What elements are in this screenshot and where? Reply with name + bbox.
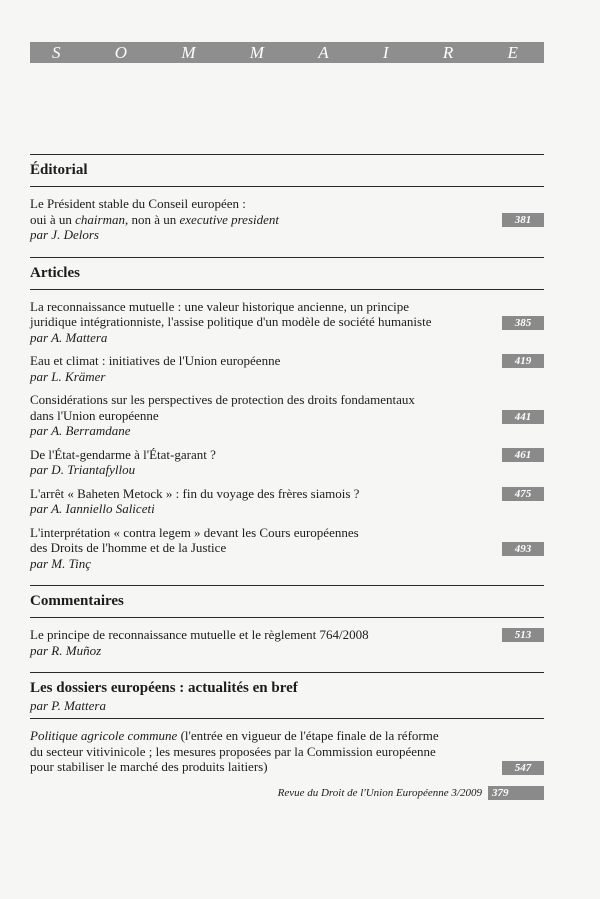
entry-author: par A. Berramdane xyxy=(30,423,131,438)
entry-line: juridique intégrationniste, l'assise politique d'un modèle de société humaniste xyxy=(30,314,432,329)
toc-entry[interactable] xyxy=(30,486,544,517)
divider xyxy=(30,289,544,290)
banner-letter: I xyxy=(382,43,389,62)
page-number-badge: 381 xyxy=(502,213,544,227)
page-number-badge: 547 xyxy=(502,761,544,775)
toc-entry[interactable] xyxy=(30,447,544,478)
entry-author: par A. Mattera xyxy=(30,329,108,345)
banner-letter: M xyxy=(249,43,264,62)
footer-page-number: 379 xyxy=(488,786,544,800)
entry-line xyxy=(30,212,470,228)
entry-text xyxy=(30,299,470,346)
entry-author: par R. Muñoz xyxy=(30,642,102,658)
entry-text xyxy=(30,353,470,384)
page-number-badge: 419 xyxy=(502,354,544,368)
entry-author: par L. Krämer xyxy=(30,368,106,384)
entry-author: par A. Ianniello Saliceti xyxy=(30,501,155,516)
divider xyxy=(30,718,544,719)
entry-text xyxy=(30,627,470,658)
entry-author: par D. Triantafyllou xyxy=(30,462,136,477)
entry-line: Le Président stable du Conseil européen : xyxy=(30,196,246,211)
sommaire-banner xyxy=(30,42,544,63)
entry-text-emphasis: Politique agricole commune xyxy=(30,728,178,743)
entry-text-emphasis: executive president xyxy=(179,211,280,227)
entry-line: pour stabiliser le marché des produits laitiers) xyxy=(30,759,268,774)
toc-entry[interactable] xyxy=(30,196,544,243)
banner-letter: S xyxy=(52,43,61,62)
page-number-badge: 475 xyxy=(502,487,544,501)
toc-entry[interactable] xyxy=(30,353,544,384)
entry-text xyxy=(30,486,470,517)
entry-line: La reconnaissance mutuelle : une valeur historique ancienne, un principe xyxy=(30,298,410,314)
banner-letter: E xyxy=(507,43,518,62)
entry-text xyxy=(30,196,470,243)
entry-line: De l'État-gendarme à l'État-garant ? xyxy=(30,446,216,462)
entry-line: dans l'Union européenne xyxy=(30,407,159,423)
entry-line: Considérations sur les perspectives de protection des droits fondamentaux xyxy=(30,392,415,407)
banner-letter: O xyxy=(114,43,128,62)
banner-letter: A xyxy=(318,43,329,62)
journal-title: Revue du Droit de l'Union Européenne 3/2009 xyxy=(277,787,482,799)
section-byline: par P. Mattera xyxy=(30,698,106,713)
divider xyxy=(30,617,544,618)
entry-line xyxy=(30,728,470,744)
toc-entry[interactable] xyxy=(30,392,544,439)
entry-text xyxy=(30,525,470,572)
divider xyxy=(30,186,544,187)
page-number-badge: 385 xyxy=(502,316,544,330)
toc-entry[interactable] xyxy=(30,728,544,775)
entry-line: L'arrêt « Baheten Metock » : fin du voyage des frères siamois ? xyxy=(30,485,360,501)
toc-entry[interactable] xyxy=(30,525,544,572)
toc-entry[interactable] xyxy=(30,627,544,658)
page-number-badge: 441 xyxy=(502,410,544,424)
page-number-badge: 513 xyxy=(502,628,544,642)
entry-text-emphasis: chairman xyxy=(75,211,125,227)
entry-line: L'interprétation « contra legem » devant les Cours européennes xyxy=(30,524,359,540)
section-title-articles: Articles xyxy=(30,264,80,281)
entry-text-part: , non à un xyxy=(124,211,180,227)
entry-line: du secteur vitivinicole ; les mesures proposées par la Commission européenne xyxy=(30,743,436,759)
entry-line: Eau et climat : initiatives de l'Union européenne xyxy=(30,353,281,368)
entry-line: Le principe de reconnaissance mutuelle et le règlement 764/2008 xyxy=(30,627,369,642)
entry-author: par J. Delors xyxy=(30,227,99,242)
entry-text-part: oui à un xyxy=(30,211,76,227)
toc-entry[interactable] xyxy=(30,299,544,346)
table-of-contents xyxy=(30,154,544,775)
page-number-badge: 493 xyxy=(502,542,544,556)
banner-letter: M xyxy=(181,43,196,62)
page-footer xyxy=(278,786,544,800)
entry-text xyxy=(30,728,470,775)
entry-text xyxy=(30,447,470,478)
section-title-dossiers: Les dossiers européens : actualités en bref xyxy=(30,680,298,696)
entry-text xyxy=(30,392,470,439)
banner-letter: R xyxy=(442,43,454,62)
entry-author: par M. Tinç xyxy=(30,555,92,571)
section-title-editorial: Éditorial xyxy=(30,162,88,178)
section-title-commentaires: Commentaires xyxy=(30,593,124,609)
entry-text-part: (l'entrée en vigueur de l'étape finale de la réforme xyxy=(177,728,439,743)
page-number-badge: 461 xyxy=(502,448,544,462)
entry-line: des Droits de l'homme et de la Justice xyxy=(30,540,227,555)
